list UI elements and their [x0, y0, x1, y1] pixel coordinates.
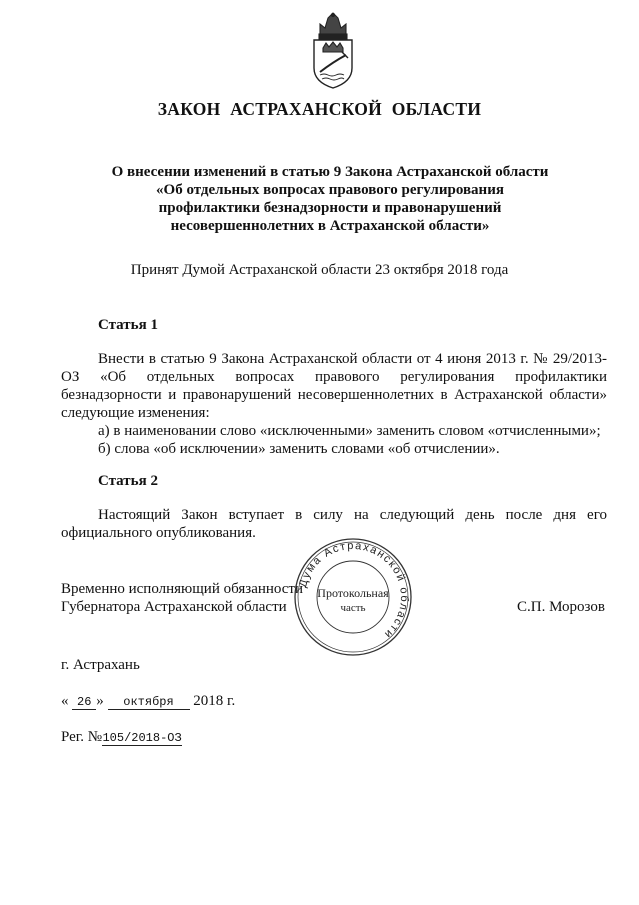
- subject-line: «Об отдельных вопросах правового регулирования: [156, 182, 504, 198]
- date-month: октября: [108, 695, 190, 710]
- signatory-title-line1: Временно исполняющий обязанности: [61, 581, 304, 597]
- registration-number: [61, 728, 182, 746]
- signatory-name: С.П. Морозов: [517, 599, 605, 615]
- article-2-text: Настоящий Закон вступает в силу на следующий день после дня его официального опубликования.: [61, 507, 607, 541]
- subject-line: несовершеннолетних в Астраханской области»: [170, 218, 490, 234]
- reg-label: Рег. №: [61, 729, 103, 745]
- date-day: 26: [72, 695, 96, 710]
- adoption-statement: Принят Думой Астраханской области 23 октября 2018 года: [130, 262, 509, 278]
- stamp-center-line2: часть: [340, 602, 366, 614]
- stamp-center-line1: Протокольная: [317, 586, 389, 600]
- city-label: г. Астрахань: [61, 657, 140, 673]
- coat-of-arms-emblem: [306, 12, 360, 90]
- date-year: 2018 г.: [193, 693, 236, 709]
- law-subject: [60, 163, 600, 235]
- stamp-ring-text: Дума Астраханской области: [296, 539, 411, 642]
- article-1-intro-text: Внести в статью 9 Закона Астраханской области от 4 июня 2013 г. № 29/2013-ОЗ «Об отдельных вопросах правового регулирования профилактики безнадзорности и правонарушений несовершеннолетних в Астраханской области» следующие изменения:: [61, 351, 607, 421]
- subject-line: профилактики безнадзорности и правонарушений: [158, 200, 502, 216]
- reg-number: 105/2018-ОЗ: [102, 731, 182, 745]
- article-2-heading: Статья 2: [98, 473, 158, 489]
- article-1-heading: Статья 1: [98, 317, 158, 333]
- date-close-quote: »: [96, 693, 104, 709]
- signatory-title-line2: Губернатора Астраханской области: [61, 599, 287, 615]
- article-1-item-a: а) в наименовании слово «исключенными» заменить словом «отчисленными»;: [98, 423, 601, 439]
- date-open-quote: «: [61, 693, 69, 709]
- subject-line: О внесении изменений в статью 9 Закона Астраханской области: [111, 164, 549, 180]
- official-stamp: [289, 536, 417, 658]
- signing-date: [61, 692, 235, 710]
- article-1-intro: [61, 350, 607, 422]
- law-title: ЗАКОН АСТРАХАНСКОЙ ОБЛАСТИ: [157, 99, 482, 119]
- article-1-item-b: б) слова «об исключении» заменить словами «об отчислении».: [98, 441, 500, 457]
